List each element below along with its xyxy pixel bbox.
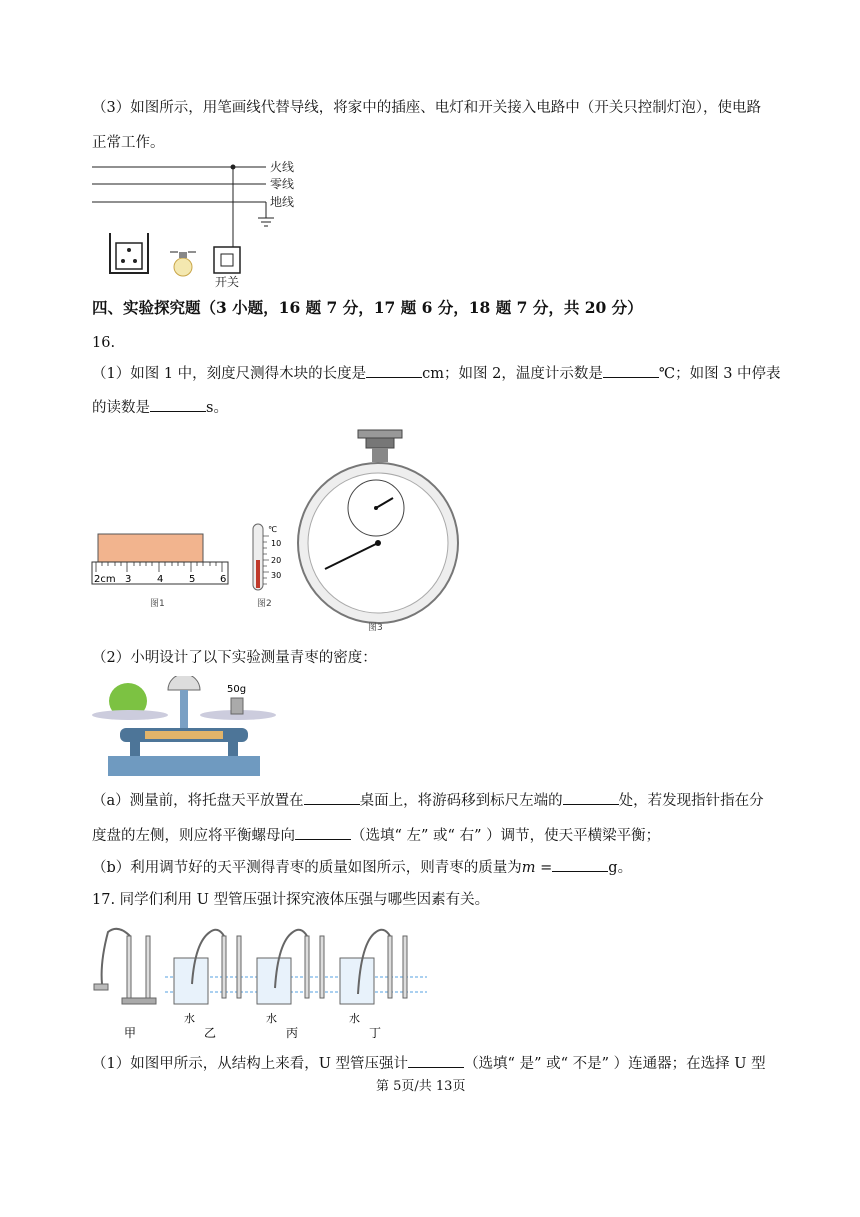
q17-p1-b: （选填“ 是” 或“ 不是” ）连通器；在选择 U 型 xyxy=(464,1056,766,1072)
section-heading: 四、实验探究题（3 小题，16 题 7 分，17 题 6 分，18 题 7 分，共 20 分） xyxy=(92,298,643,317)
ruler-label-0: 2cm xyxy=(94,574,116,585)
q16-part2-a-line2 xyxy=(92,825,660,846)
balance-scale-image xyxy=(90,676,280,780)
q16-part2-a-line1 xyxy=(92,790,764,811)
thermo-unit: ℃ xyxy=(268,525,277,534)
blank-mass[interactable] xyxy=(552,857,608,872)
figure-3-stopwatch xyxy=(292,428,462,633)
figure-1-ruler xyxy=(90,530,235,610)
blank-length[interactable] xyxy=(366,363,422,378)
q16-part1-line2 xyxy=(92,397,228,418)
ground-wire-label: 地线 xyxy=(270,195,295,209)
ruler-label-1: 3 xyxy=(125,574,132,585)
blank-temperature[interactable] xyxy=(603,363,659,378)
thermo-label-2: 30 xyxy=(271,571,282,580)
switch-label: 开关 xyxy=(215,275,240,289)
thermo-label-1: 20 xyxy=(271,556,282,565)
q16-p1-e: s。 xyxy=(206,400,228,416)
q16-p1-d: 的读数是 xyxy=(92,400,150,416)
u-tube-figures xyxy=(90,922,435,1042)
blank-position[interactable] xyxy=(563,790,619,805)
blank-stopwatch[interactable] xyxy=(150,397,206,412)
bulb-icon xyxy=(174,258,192,276)
q16-b-1: （b）利用调节好的天平测得青枣的质量如图所示，则青枣的质量为 xyxy=(92,860,522,876)
ruler-label-4: 6 xyxy=(220,574,227,585)
q16-p1-b: cm；如图 2，温度计示数是 xyxy=(422,366,603,382)
fig1-caption: 图1 xyxy=(150,599,165,609)
q16-a-4: 度盘的左侧，则应将平衡螺母向 xyxy=(92,828,295,844)
q16-part1-line1 xyxy=(92,363,781,384)
q15-3-line2: 正常工作。 xyxy=(92,135,165,151)
ruler-label-2: 4 xyxy=(157,574,164,585)
q16-a-2: 桌面上，将游码移到标尺左端的 xyxy=(359,793,563,809)
fire-wire-label: 火线 xyxy=(270,160,295,174)
q16-part2: （2）小明设计了以下实验测量青枣的密度： xyxy=(92,650,377,666)
q17-part1 xyxy=(92,1053,766,1074)
figure-2-thermometer xyxy=(245,520,295,610)
ruler-label-3: 5 xyxy=(189,574,196,585)
q15-3-line1: （3）如图所示，用笔画线代替导线，将家中的插座、电灯和开关接入电路中（开关只控制灯泡），使电路 xyxy=(92,100,761,116)
switch-icon xyxy=(221,254,233,266)
blank-direction[interactable] xyxy=(295,825,351,840)
weight-50g xyxy=(231,698,243,714)
blank-connector[interactable] xyxy=(408,1053,464,1068)
q16-p1-a: （1）如图 1 中，刻度尺测得木块的长度是 xyxy=(92,366,367,382)
fig3-caption: 图3 xyxy=(368,623,383,633)
blank-surface[interactable] xyxy=(304,790,360,805)
label-bing: 丙 xyxy=(286,1026,299,1040)
q16-b-2: g。 xyxy=(608,860,633,876)
q16-a-5: （选填“ 左” 或“ 右” ）调节，使天平横梁平衡； xyxy=(351,828,661,844)
wood-block xyxy=(98,534,203,562)
label-yi: 乙 xyxy=(204,1026,217,1040)
q16-number: 16. xyxy=(92,335,116,351)
label-ding: 丁 xyxy=(369,1026,382,1040)
fig2-caption: 图2 xyxy=(257,599,272,609)
circuit-diagram xyxy=(90,155,310,290)
page-footer: 第 5页/共 13页 xyxy=(376,1079,466,1094)
mercury-column xyxy=(256,560,260,588)
weight-label: 50g xyxy=(227,684,247,695)
q17-question: 17. 同学们利用 U 型管压强计探究液体压强与哪些因素有关。 xyxy=(92,892,490,908)
thermo-label-0: 10 xyxy=(271,539,282,548)
q17-p1-a: （1）如图甲所示，从结构上来看，U 型管压强计 xyxy=(92,1056,409,1072)
neutral-wire-label: 零线 xyxy=(270,177,295,191)
q16-p1-c: ℃；如图 3 中停表 xyxy=(658,366,781,382)
label-jia: 甲 xyxy=(124,1026,137,1040)
q16-a-3: 处，若发现指针指在分 xyxy=(618,793,764,809)
q16-part2-b xyxy=(92,857,632,878)
q16-a-1: （a）测量前，将托盘天平放置在 xyxy=(92,793,304,809)
socket-icon xyxy=(116,243,142,269)
q16-b-m: m = xyxy=(521,860,553,876)
water-label-bing: 水 xyxy=(266,1012,277,1025)
water-label-yi: 水 xyxy=(184,1012,195,1025)
water-label-ding: 水 xyxy=(349,1012,360,1025)
